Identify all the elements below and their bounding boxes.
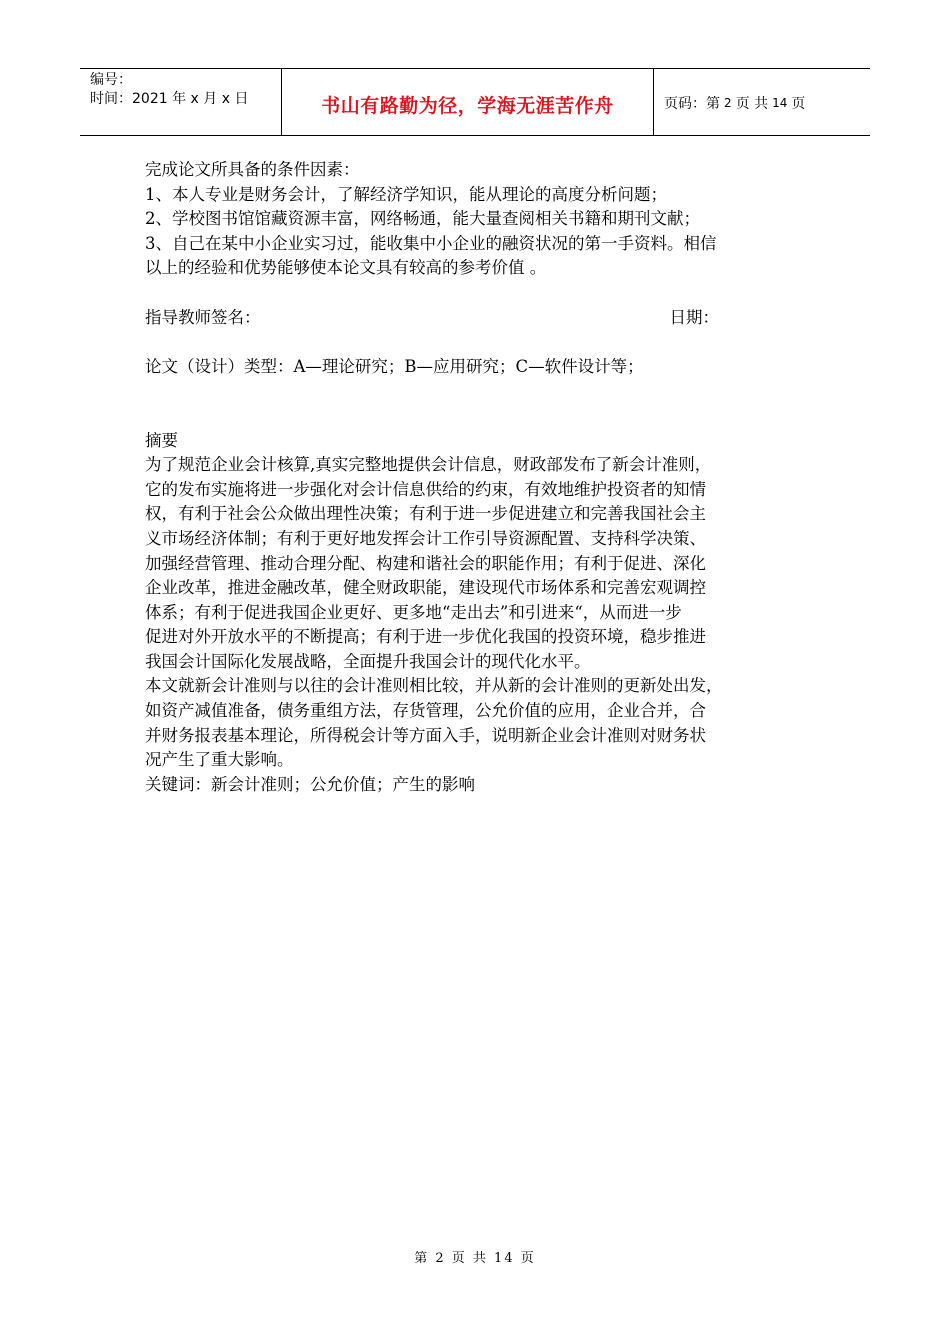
page-prefix: 页码：第 — [664, 96, 720, 112]
time-label: 时间：2021 年 x 月 x 日 — [90, 91, 249, 107]
abstract-p2-line: 况产生了重大影响。 — [145, 750, 294, 770]
spacer — [145, 404, 815, 429]
abstract-p1-line: 体系；有利于促进我国企业更好、更多地“走出去”和引进来“，从而进一步 — [145, 602, 682, 622]
abstract-p2-line: 如资产减值准备，债务重组方法，存货管理，公允价值的应用，企业合并，合 — [145, 701, 706, 721]
thesis-type: 论文（设计）类型：A—理论研究；B—应用研究；C—软件设计等； — [145, 356, 644, 376]
abstract-p1-line: 义市场经济体制；有利于更好地发挥会计工作引导资源配置、支持科学决策、 — [145, 528, 706, 548]
abstract-p1-line: 促进对外开放水平的不断提高；有利于进一步优化我国的投资环境，稳步推进 — [145, 627, 706, 647]
spacer — [145, 379, 815, 404]
page-suffix: 页 — [791, 96, 806, 112]
abstract-p2-line: 本文就新会计准则与以往的会计准则相比较，并从新的会计准则的更新处出发， — [145, 676, 723, 696]
conditions-heading: 完成论文所具备的条件因素： — [145, 160, 360, 179]
abstract-p1-line: 为了规范企业会计核算,真实完整地提供会计信息，财政部发布了新会计准则， — [145, 455, 712, 475]
page-header — [80, 68, 870, 136]
signature-row — [145, 306, 719, 331]
spacer — [145, 330, 815, 355]
page-footer: 第 2 页 共 14 页 — [414, 1251, 536, 1266]
spacer — [145, 281, 815, 306]
abstract-p1-line: 它的发布实施将进一步强化对会计信息供给的约束，有效地维护投资者的知情 — [145, 479, 706, 499]
advisor-signature-label: 指导教师签名： — [145, 307, 261, 327]
condition-item-3-line-2: 以上的经验和优势能够使本论文具有较高的参考价值 。 — [145, 258, 547, 278]
abstract-p1-line: 加强经营管理、推动合理分配、构建和谐社会的职能作用；有利于促进、深化 — [145, 553, 706, 573]
abstract-p2-line: 并财务报表基本理论，所得税会计等方面入手，说明新企业会计准则对财务状 — [145, 725, 706, 745]
serial-label: 编号： — [90, 72, 132, 88]
abstract-heading: 摘要 — [145, 430, 178, 450]
abstract-p1-line: 权，有利于社会公众做出理性决策；有利于进一步促进建立和完善我国社会主 — [145, 504, 706, 524]
header-motto: 书山有路勤为径，学海无涯苦作舟 — [321, 94, 614, 117]
header-motto-cell — [282, 69, 654, 135]
keywords: 关键词：新会计准则；公允价值；产生的影响 — [145, 774, 475, 794]
condition-item-3-line-1: 3、自己在某中小企业实习过，能收集中小企业的融资状况的第一手资料。相信 — [145, 233, 717, 253]
header-meta — [80, 69, 282, 135]
date-label: 日期： — [669, 307, 719, 327]
page-mid: 页 共 — [735, 96, 769, 112]
abstract-p1-line: 我国会计国际化发展战略，全面提升我国会计的现代化水平。 — [145, 651, 591, 671]
page-total: 14 — [772, 96, 788, 110]
document-body — [145, 158, 815, 797]
abstract-p1-line: 企业改革，推进金融改革，健全财政职能，建设现代市场体系和完善宏观调控 — [145, 578, 706, 598]
page-current: 2 — [724, 96, 732, 110]
condition-item-1: 1、本人专业是财务会计，了解经济学知识，能从理论的高度分析问题； — [145, 184, 667, 204]
condition-item-2: 2、学校图书馆馆藏资源丰富，网络畅通，能大量查阅相关书籍和期刊文献； — [145, 209, 700, 229]
header-page-info — [654, 69, 870, 135]
